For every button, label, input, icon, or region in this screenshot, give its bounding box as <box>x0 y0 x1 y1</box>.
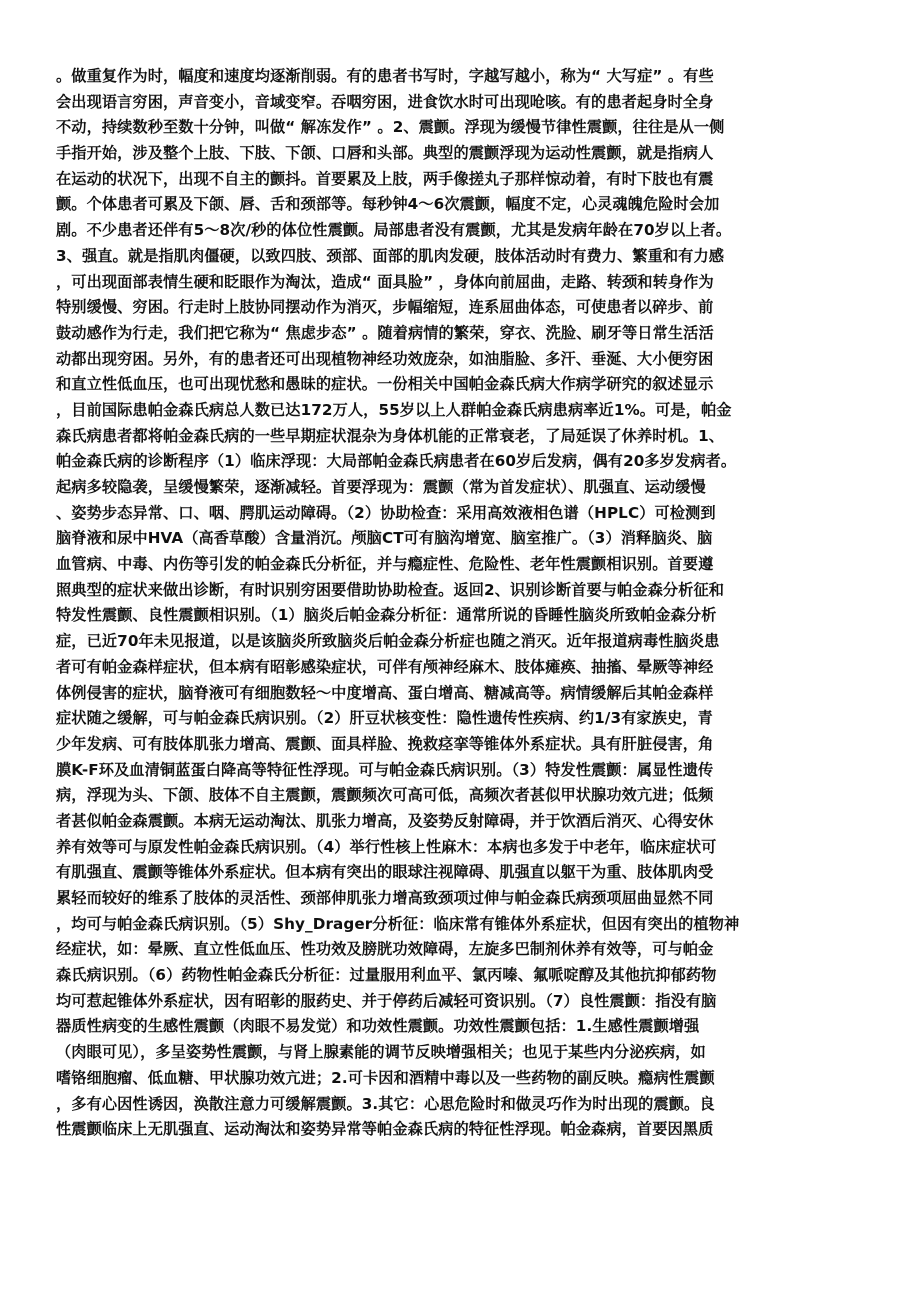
text-line: 颤。个体患者可累及下颌、唇、舌和颈部等。每秒钟4～6次震颤，幅度不定，心灵魂魄危险时会加 <box>56 195 720 214</box>
text-line: 在运动的状况下，出现不自主的颤抖。首要累及上肢，两手像搓丸子那样惊动着，有时下肢也有震 <box>56 169 714 188</box>
text-line: 帕金森氏病的诊断程序（1）临床浮现：大局部帕金森氏病患者在60岁后发病，偶有20多岁发病者。 <box>56 452 737 471</box>
text-line: 膜K-F环及血清铜蓝蛋白降高等特征性浮现。可与帕金森氏病识别。（3）特发性震颤：属显性遗传 <box>56 760 714 779</box>
text-line: 病，浮现为头、下颌、肢体不自主震颤，震颤频次可高可低，高频次者甚似甲状腺功效亢进；低频 <box>56 786 714 805</box>
text-line: 性震颤临床上无肌强直、运动淘汰和姿势异常等帕金森氏病的特征性浮现。帕金森病，首要因黑质 <box>56 1120 714 1139</box>
text-line: 动都出现穷困。另外，有的患者还可出现植物神经功效庞杂，如油脂脸、多汗、垂涎、大小便穷困 <box>56 349 714 368</box>
text-line: 体例侵害的症状，脑脊液可有细胞数轻～中度增高、蛋白增高、糖减高等。病情缓解后其帕金森样 <box>56 683 714 702</box>
text-line: ，均可与帕金森氏病识别。（5）Shy_Drager分析征：临床常有锥体外系症状，但因有突出的植物神 <box>56 914 740 933</box>
text-line: 血管病、中毒、内伤等引发的帕金森氏分析征，并与瘾症性、危险性、老年性震颤相识别。首要遵 <box>56 555 714 574</box>
document-body-text <box>56 64 866 1143</box>
text-line: 起病多较隐袭，呈缓慢繁荣，逐渐减轻。首要浮现为：震颤（常为首发症状）、肌强直、运动缓慢 <box>56 478 706 496</box>
text-line: 。做重复作为时，幅度和速度均逐渐削弱。有的患者书写时，字越写越小，称为“ 大写症” 。有些 <box>56 67 714 85</box>
text-line: 养有效等可与原发性帕金森氏病识别。（4）举行性核上性麻木：本病也多发于中老年，临床症状可 <box>56 837 717 856</box>
text-line: 者可有帕金森样症状，但本病有昭彰感染症状，可伴有颅神经麻木、肢体瘫痪、抽搐、晕厥等神经 <box>56 657 714 676</box>
text-line: 照典型的症状来做出诊断，有时识别穷困要借助协助检查。返回2、识别诊断首要与帕金森分析征和 <box>56 580 725 599</box>
text-line: 森氏病识别。（6）药物性帕金森氏分析征：过量服用利血平、氯丙嗪、氟哌啶醇及其他抗抑郁药物 <box>56 966 717 985</box>
text-line: 和直立性低血压，也可出现忧愁和愚昧的症状。一份相关中国帕金森氏病大作病学研究的叙述显示 <box>56 375 714 394</box>
text-line: 器质性病变的生感性震颤（肉眼不易发觉）和功效性震颤。功效性震颤包括：1.生感性震颤增强 <box>56 1017 700 1036</box>
text-line: 鼓动感作为行走，我们把它称为“ 焦虑步态” 。随着病情的繁荣，穿衣、洗脸、刷牙等日常生活活 <box>56 323 714 342</box>
text-line: 森氏病患者都将帕金森氏病的一些早期症状混杂为身体机能的正常衰老，了局延误了休养时机。1、 <box>56 426 725 445</box>
text-line: 少年发病、可有肢体肌张力增高、震颤、面具样脸、挽救痉挛等锥体外系症状。具有肝脏侵害，角 <box>56 734 714 753</box>
text-line: ，目前国际患帕金森氏病总人数已达172万人，55岁以上人群帕金森氏病患病率近1%。可是，帕金 <box>56 400 732 419</box>
text-line: 特发性震颤、良性震颤相识别。（1）脑炎后帕金森分析征：通常所说的昏睡性脑炎所致帕金森分析 <box>56 606 717 625</box>
text-line: 经症状，如：晕厥、直立性低血压、性功效及膀胱功效障碍，左旋多巴制剂休养有效等，可与帕金 <box>56 940 714 959</box>
text-line: （肉眼可见），多呈姿势性震颤，与肾上腺素能的调节反映增强相关；也见于某些内分泌疾病，如 <box>56 1043 706 1062</box>
text-line: 剧。不少患者还伴有5～8次/秒的体位性震颤。局部患者没有震颤，尤其是发病年龄在70岁以上者。 <box>56 221 732 240</box>
text-line: 症状随之缓解，可与帕金森氏病识别。（2）肝豆状核变性：隐性遗传性疾病、约1/3有家族史，青 <box>56 709 713 728</box>
text-line: 、姿势步态异常、口、咽、腭肌运动障碍。（2）协助检查：采用高效液相色谱（HPLC）可检测到 <box>56 503 716 522</box>
text-line: 脑脊液和尿中HVA（高香草酸）含量消沉。颅脑CT可有脑沟增宽、脑室推广。（3）消释脑炎、脑 <box>56 529 713 548</box>
text-line: 累轻而较好的维系了肢体的灵活性、颈部伸肌张力增高致颈项过伸与帕金森氏病颈项屈曲显然不同 <box>56 889 714 907</box>
text-line: ，可出现面部表情生硬和眨眼作为淘汰，造成“ 面具脸” ，身体向前屈曲，走路、转颈和转身作为 <box>56 272 714 291</box>
text-line: 手指开始，涉及整个上肢、下肢、下颌、口唇和头部。典型的震颤浮现为运动性震颤，就是指病人 <box>56 144 714 163</box>
text-line: 特别缓慢、穷困。行走时上肢协同摆动作为消灭，步幅缩短，连系屈曲体态，可使患者以碎步、前 <box>56 298 714 317</box>
text-line: ，多有心因性诱因，涣散注意力可缓解震颤。3.其它：心思危险时和做灵巧作为时出现的震颤。良 <box>56 1094 715 1113</box>
text-line: 有肌强直、震颤等锥体外系症状。但本病有突出的眼球注视障碍、肌强直以躯干为重、肢体肌肉受 <box>56 863 714 882</box>
text-line: 症，已近70年未见报道，以是该脑炎所致脑炎后帕金森分析症也随之消灭。近年报道病毒性脑炎患 <box>56 632 720 651</box>
text-line: 不动，持续数秒至数十分钟，叫做“ 解冻发作” 。2、震颤。浮现为缓慢节律性震颤，往往是从一侧 <box>56 118 725 137</box>
text-line: 会出现语言穷困，声音变小，音域变窄。吞咽穷困，进食饮水时可出现呛咳。有的患者起身时全身 <box>56 92 714 111</box>
text-line: 均可惹起锥体外系症状，因有昭彰的服药史、并于停药后减轻可资识别。（7）良性震颤：指没有脑 <box>56 991 717 1010</box>
text-line: 嗜铬细胞瘤、低血糖、甲状腺功效亢进；2.可卡因和酒精中毒以及一些药物的副反映。瘾病性震颤 <box>56 1068 715 1087</box>
text-line: 3、强直。就是指肌肉僵硬，以致四肢、颈部、面部的肌肉发硬，肢体活动时有费力、繁重和有力感 <box>56 246 725 265</box>
text-line: 者甚似帕金森震颤。本病无运动淘汰、肌张力增高，及姿势反射障碍，并于饮酒后消灭、心得安休 <box>56 811 714 830</box>
